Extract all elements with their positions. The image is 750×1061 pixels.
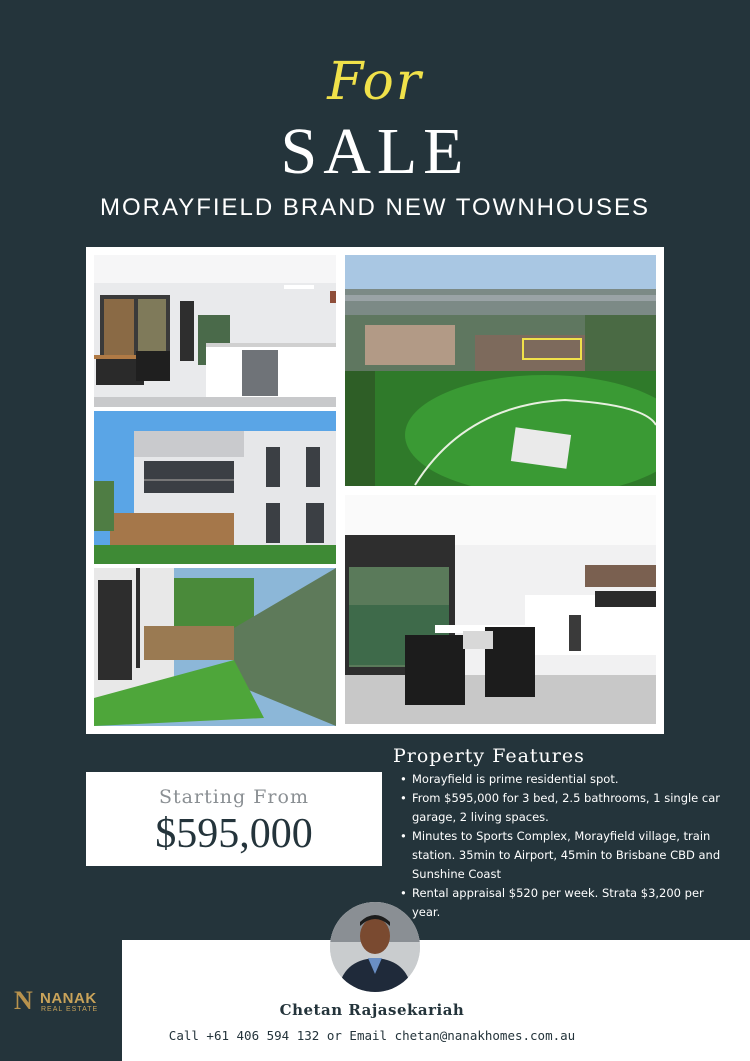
- feature-item: • From $595,000 for 3 bed, 2.5 bathrooms, 1 single car garage, 2 living spaces.: [398, 789, 728, 827]
- logo-subtitle: REAL ESTATE: [41, 1006, 99, 1013]
- aerial-view-photo: [345, 255, 656, 486]
- open-plan-living-photo: [345, 495, 656, 724]
- agent-name: Chetan Rajasekariah: [279, 1001, 465, 1019]
- for-script-heading: For: [327, 52, 423, 112]
- features-title: Property Features: [393, 745, 585, 767]
- nanak-logo: [14, 987, 114, 1017]
- feature-item: • Minutes to Sports Complex, Morayfield village, train station. 35min to Airport, 45min to Brisbane CBD and Sunshine Coast: [398, 827, 728, 884]
- listing-subtitle: MORAYFIELD BRAND NEW TOWNHOUSES: [99, 194, 651, 221]
- photo-collage: [86, 247, 664, 734]
- sale-heading: SALE: [280, 115, 470, 188]
- feature-item: • Morayfield is prime residential spot.: [398, 770, 728, 789]
- agent-contact: Call +61 406 594 132 or Email chetan@nanakhomes.com.au: [168, 1028, 576, 1043]
- features-list: [398, 770, 728, 922]
- logo-name: NANAK: [40, 990, 97, 1007]
- exterior-photo: [94, 411, 336, 564]
- feature-item: • Rental appraisal $520 per week. Strata $3,200 per year.: [398, 884, 728, 922]
- price-value: $595,000: [155, 811, 313, 857]
- price-box: [86, 772, 382, 866]
- kitchen-dining-photo: [94, 255, 336, 407]
- backyard-photo: [94, 568, 336, 726]
- logo-mark: N: [14, 986, 33, 1015]
- price-label: Starting From: [159, 786, 309, 808]
- agent-avatar: [330, 902, 420, 992]
